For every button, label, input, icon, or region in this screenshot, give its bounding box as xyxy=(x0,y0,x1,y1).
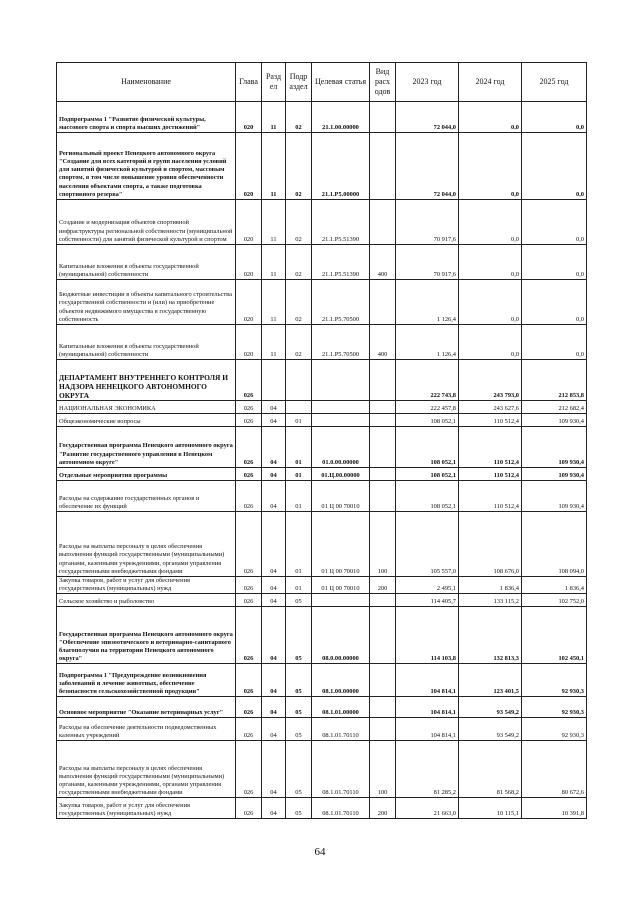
header-section: Разд ел xyxy=(262,63,286,102)
row-chapter: 026 xyxy=(236,577,262,594)
row-value-2024: 108 676,0 xyxy=(459,512,522,577)
row-value-2024: 243 793,0 xyxy=(459,360,522,401)
table-row xyxy=(57,664,587,697)
table-row xyxy=(57,360,587,401)
row-value-2023: 104 814,1 xyxy=(396,697,459,718)
row-value-2023: 108 052,1 xyxy=(396,468,459,481)
row-section: 04 xyxy=(262,401,286,414)
row-expense-type: 100 xyxy=(370,512,396,577)
row-target-article: 21.1.P5.70500 xyxy=(312,325,370,360)
row-name: Региональный проект Ненецкого автономного округа "Создание для всех категорий и групп населения условий для занятий физической культурой и спортом, массовым спортом, в том числе повышение уровня обеспеченности населения объектами спорта, а также подготовка спортивного резерва" xyxy=(57,133,236,200)
row-name: Отдельные мероприятия программы xyxy=(57,468,236,481)
row-name: Государственная программа Ненецкого автономного округа "Обеспечение эпизоотического и ветеринарно-санитарного благополучия на территории Ненецкого автономного округа" xyxy=(57,607,236,664)
row-value-2025: 109 930,4 xyxy=(522,427,587,468)
row-section: 04 xyxy=(262,594,286,607)
table-row xyxy=(57,607,587,664)
row-value-2024: 93 549,2 xyxy=(459,697,522,718)
row-section: 04 xyxy=(262,718,286,741)
row-subsection: 01 xyxy=(286,427,312,468)
row-target-article xyxy=(312,401,370,414)
header-year-2023: 2023 год xyxy=(396,63,459,102)
row-subsection: 02 xyxy=(286,325,312,360)
row-expense-type xyxy=(370,280,396,325)
row-value-2024: 93 549,2 xyxy=(459,718,522,741)
row-subsection: 02 xyxy=(286,102,312,133)
row-value-2023: 114 103,8 xyxy=(396,607,459,664)
table-row xyxy=(57,798,587,819)
row-expense-type xyxy=(370,360,396,401)
row-value-2024: 110 512,4 xyxy=(459,468,522,481)
row-value-2024: 132 813,3 xyxy=(459,607,522,664)
row-section: 11 xyxy=(262,245,286,280)
row-value-2023: 108 052,1 xyxy=(396,427,459,468)
row-expense-type xyxy=(370,718,396,741)
row-chapter: 026 xyxy=(236,401,262,414)
row-chapter: 026 xyxy=(236,427,262,468)
table-row xyxy=(57,594,587,607)
row-chapter: 020 xyxy=(236,280,262,325)
row-value-2023: 222 743,8 xyxy=(396,360,459,401)
table-row xyxy=(57,427,587,468)
row-section: 04 xyxy=(262,798,286,819)
row-section: 11 xyxy=(262,102,286,133)
row-chapter: 026 xyxy=(236,594,262,607)
row-value-2023: 104 814,1 xyxy=(396,718,459,741)
row-value-2025: 212 682,4 xyxy=(522,401,587,414)
row-subsection: 01 xyxy=(286,512,312,577)
row-section: 04 xyxy=(262,481,286,512)
row-subsection: 02 xyxy=(286,245,312,280)
row-value-2024: 81 568,2 xyxy=(459,741,522,798)
header-expense-type: Вид расх одов xyxy=(370,63,396,102)
row-value-2025: 0,0 xyxy=(522,280,587,325)
row-value-2025: 0,0 xyxy=(522,325,587,360)
row-value-2025: 108 094,0 xyxy=(522,512,587,577)
row-value-2025: 0,0 xyxy=(522,200,587,245)
row-value-2023: 114 405,7 xyxy=(396,594,459,607)
row-section: 11 xyxy=(262,325,286,360)
row-value-2024: 110 512,4 xyxy=(459,414,522,427)
row-name: Расходы на выплаты персоналу в целях обеспечения выполнения функций государственными (муниципальными) органами, казенными учреждениями, органами управления государственными внебюджетными фондами xyxy=(57,741,236,798)
row-name: Государственная программа Ненецкого автономного округа "Развитие государственного управления в Ненецком автономном округе" xyxy=(57,427,236,468)
row-subsection: 01 xyxy=(286,481,312,512)
row-value-2025: 1 836,4 xyxy=(522,577,587,594)
row-chapter: 026 xyxy=(236,664,262,697)
table-row xyxy=(57,741,587,798)
row-target-article: 08.1.01.00000 xyxy=(312,697,370,718)
table-row xyxy=(57,468,587,481)
row-target-article: 08.1.01.70110 xyxy=(312,741,370,798)
row-value-2025: 109 930,4 xyxy=(522,414,587,427)
row-subsection: 05 xyxy=(286,741,312,798)
row-value-2024: 10 115,1 xyxy=(459,798,522,819)
row-value-2024: 0,0 xyxy=(459,200,522,245)
row-section: 04 xyxy=(262,607,286,664)
row-chapter: 026 xyxy=(236,718,262,741)
row-target-article xyxy=(312,360,370,401)
row-value-2024: 0,0 xyxy=(459,133,522,200)
row-value-2025: 102 752,0 xyxy=(522,594,587,607)
row-subsection: 05 xyxy=(286,664,312,697)
row-target-article: 21.1.P5.70500 xyxy=(312,280,370,325)
row-section: 04 xyxy=(262,697,286,718)
row-chapter: 026 xyxy=(236,741,262,798)
row-chapter: 020 xyxy=(236,245,262,280)
row-target-article xyxy=(312,594,370,607)
row-subsection: 05 xyxy=(286,607,312,664)
row-target-article: 01 Ц 00 70010 xyxy=(312,512,370,577)
row-target-article: 01 Ц 00 70010 xyxy=(312,577,370,594)
row-value-2023: 108 052,1 xyxy=(396,414,459,427)
header-subsection: Подр аздел xyxy=(286,63,312,102)
row-section: 04 xyxy=(262,468,286,481)
budget-table xyxy=(56,62,587,819)
row-name: Создание и модернизация объектов спортивной инфраструктуры региональной собственности (муниципальной собственности) для занятий физической культурой и спортом xyxy=(57,200,236,245)
row-name: Закупка товаров, работ и услуг для обеспечения государственных (муниципальных) нужд xyxy=(57,577,236,594)
row-value-2024: 0,0 xyxy=(459,280,522,325)
row-value-2024: 133 115,2 xyxy=(459,594,522,607)
row-expense-type: 400 xyxy=(370,245,396,280)
table-row xyxy=(57,718,587,741)
table-row xyxy=(57,577,587,594)
row-chapter: 026 xyxy=(236,468,262,481)
row-section xyxy=(262,360,286,401)
row-expense-type xyxy=(370,427,396,468)
table-row xyxy=(57,133,587,200)
header-chapter: Глава xyxy=(236,63,262,102)
row-subsection: 02 xyxy=(286,133,312,200)
row-target-article: 21.1.P5.51390 xyxy=(312,200,370,245)
row-expense-type xyxy=(370,481,396,512)
table-row xyxy=(57,512,587,577)
row-value-2024: 110 512,4 xyxy=(459,427,522,468)
row-value-2023: 108 052,1 xyxy=(396,481,459,512)
row-value-2023: 105 557,0 xyxy=(396,512,459,577)
row-value-2025: 109 930,4 xyxy=(522,481,587,512)
row-subsection: 01 xyxy=(286,577,312,594)
row-name: Общеэкономические вопросы xyxy=(57,414,236,427)
row-section: 11 xyxy=(262,133,286,200)
row-value-2025: 0,0 xyxy=(522,133,587,200)
row-expense-type: 200 xyxy=(370,798,396,819)
row-name: Бюджетные инвестиции в объекты капитального строительства государственной собственности и (или) на приобретение объектов недвижимого имущества в государственную собственность xyxy=(57,280,236,325)
row-target-article: 21.1.P5.00000 xyxy=(312,133,370,200)
row-target-article: 21.1.P5.51390 xyxy=(312,245,370,280)
row-section: 04 xyxy=(262,427,286,468)
row-chapter: 026 xyxy=(236,697,262,718)
row-subsection: 01 xyxy=(286,414,312,427)
row-expense-type xyxy=(370,200,396,245)
header-target-article: Целевая статья xyxy=(312,63,370,102)
budget-page xyxy=(56,62,586,819)
table-row xyxy=(57,481,587,512)
row-expense-type xyxy=(370,133,396,200)
row-target-article: 01 Ц 00 70010 xyxy=(312,481,370,512)
row-name: Расходы на выплаты персоналу в целях обеспечения выполнения функций государственными (муниципальными) органами, казенными учреждениями, органами управления государственными внебюджетными фондами xyxy=(57,512,236,577)
row-name: Подпрограмма 1 "Развитие физической культуры, массового спорта и спорта высших достижений" xyxy=(57,102,236,133)
table-row xyxy=(57,401,587,414)
row-chapter: 020 xyxy=(236,200,262,245)
row-expense-type xyxy=(370,664,396,697)
row-value-2024: 0,0 xyxy=(459,325,522,360)
row-name: Подпрограмма 1 "Предупреждение возникновения заболеваний и лечение животных, обеспечение безопасности сельскохозяйственной продукции" xyxy=(57,664,236,697)
row-value-2025: 102 450,1 xyxy=(522,607,587,664)
row-expense-type xyxy=(370,594,396,607)
row-target-article: 08.1.01.70110 xyxy=(312,718,370,741)
row-value-2023: 72 044,0 xyxy=(396,133,459,200)
table-row xyxy=(57,280,587,325)
row-section: 04 xyxy=(262,664,286,697)
row-value-2025: 80 672,6 xyxy=(522,741,587,798)
row-subsection xyxy=(286,360,312,401)
row-value-2024: 123 401,5 xyxy=(459,664,522,697)
row-chapter: 026 xyxy=(236,798,262,819)
row-section: 11 xyxy=(262,280,286,325)
row-subsection: 05 xyxy=(286,697,312,718)
row-chapter: 026 xyxy=(236,481,262,512)
row-target-article: 08.1.01.70110 xyxy=(312,798,370,819)
row-expense-type xyxy=(370,607,396,664)
row-name: Основное мероприятие "Оказание ветеринарных услуг" xyxy=(57,697,236,718)
row-expense-type xyxy=(370,401,396,414)
row-value-2025: 92 930,3 xyxy=(522,697,587,718)
row-expense-type: 400 xyxy=(370,325,396,360)
row-section: 04 xyxy=(262,512,286,577)
row-chapter: 020 xyxy=(236,133,262,200)
row-target-article xyxy=(312,414,370,427)
row-expense-type: 100 xyxy=(370,741,396,798)
row-subsection: 02 xyxy=(286,280,312,325)
row-expense-type xyxy=(370,697,396,718)
row-subsection: 01 xyxy=(286,468,312,481)
row-value-2023: 104 814,1 xyxy=(396,664,459,697)
row-target-article: 08.0.00.00000 xyxy=(312,607,370,664)
row-value-2025: 109 930,4 xyxy=(522,468,587,481)
row-expense-type: 200 xyxy=(370,577,396,594)
row-section: 04 xyxy=(262,414,286,427)
row-target-article: 21.1.00.00000 xyxy=(312,102,370,133)
row-name: Расходы на обеспечение деятельности подведомственных казенных учреждений xyxy=(57,718,236,741)
row-expense-type xyxy=(370,414,396,427)
row-name: Капитальные вложения в объекты государственной (муниципальной) собственности xyxy=(57,245,236,280)
row-name: Сельское хозяйство и рыболовство xyxy=(57,594,236,607)
row-section: 04 xyxy=(262,741,286,798)
table-row xyxy=(57,697,587,718)
header-name: Наименование xyxy=(57,63,236,102)
row-chapter: 026 xyxy=(236,512,262,577)
row-value-2024: 110 512,4 xyxy=(459,481,522,512)
row-value-2023: 1 126,4 xyxy=(396,325,459,360)
table-row xyxy=(57,414,587,427)
table-row xyxy=(57,102,587,133)
row-chapter: 026 xyxy=(236,607,262,664)
row-section: 11 xyxy=(262,200,286,245)
row-name: Расходы на содержание государственных органов и обеспечение их функций xyxy=(57,481,236,512)
row-value-2023: 1 126,4 xyxy=(396,280,459,325)
row-value-2024: 1 836,4 xyxy=(459,577,522,594)
row-subsection: 05 xyxy=(286,798,312,819)
row-value-2025: 0,0 xyxy=(522,245,587,280)
row-value-2023: 21 663,0 xyxy=(396,798,459,819)
row-expense-type xyxy=(370,102,396,133)
row-value-2024: 0,0 xyxy=(459,245,522,280)
row-name: НАЦИОНАЛЬНАЯ ЭКОНОМИКА xyxy=(57,401,236,414)
row-value-2025: 92 930,3 xyxy=(522,664,587,697)
row-value-2025: 212 853,8 xyxy=(522,360,587,401)
table-header-row xyxy=(57,63,587,102)
row-chapter: 026 xyxy=(236,414,262,427)
row-value-2023: 72 044,0 xyxy=(396,102,459,133)
row-subsection: 05 xyxy=(286,594,312,607)
row-value-2025: 10 391,8 xyxy=(522,798,587,819)
row-value-2025: 92 930,3 xyxy=(522,718,587,741)
table-row xyxy=(57,200,587,245)
row-value-2025: 0,0 xyxy=(522,102,587,133)
table-row xyxy=(57,245,587,280)
row-target-article: 01.Ц.00.00000 xyxy=(312,468,370,481)
row-value-2024: 243 627,6 xyxy=(459,401,522,414)
row-value-2024: 0,0 xyxy=(459,102,522,133)
row-chapter: 020 xyxy=(236,102,262,133)
row-chapter: 026 xyxy=(236,360,262,401)
row-subsection: 05 xyxy=(286,718,312,741)
row-chapter: 020 xyxy=(236,325,262,360)
row-target-article: 08.1.00.00000 xyxy=(312,664,370,697)
row-target-article: 01.0.00.00000 xyxy=(312,427,370,468)
row-name: Капитальные вложения в объекты государственной (муниципальной) собственности xyxy=(57,325,236,360)
row-name: Закупка товаров, работ и услуг для обеспечения государственных (муниципальных) нужд xyxy=(57,798,236,819)
row-subsection: 02 xyxy=(286,200,312,245)
header-year-2024: 2024 год xyxy=(459,63,522,102)
row-value-2023: 222 457,8 xyxy=(396,401,459,414)
header-year-2025: 2025 год xyxy=(522,63,587,102)
row-value-2023: 70 917,6 xyxy=(396,245,459,280)
row-section: 04 xyxy=(262,577,286,594)
row-name: ДЕПАРТАМЕНТ ВНУТРЕННЕГО КОНТРОЛЯ И НАДЗОРА НЕНЕЦКОГО АВТОНОМНОГО ОКРУГА xyxy=(57,360,236,401)
page-number: 64 xyxy=(314,846,326,858)
row-value-2023: 70 917,6 xyxy=(396,200,459,245)
row-value-2023: 2 495,1 xyxy=(396,577,459,594)
table-row xyxy=(57,325,587,360)
row-value-2023: 81 285,2 xyxy=(396,741,459,798)
row-subsection xyxy=(286,401,312,414)
row-expense-type xyxy=(370,468,396,481)
